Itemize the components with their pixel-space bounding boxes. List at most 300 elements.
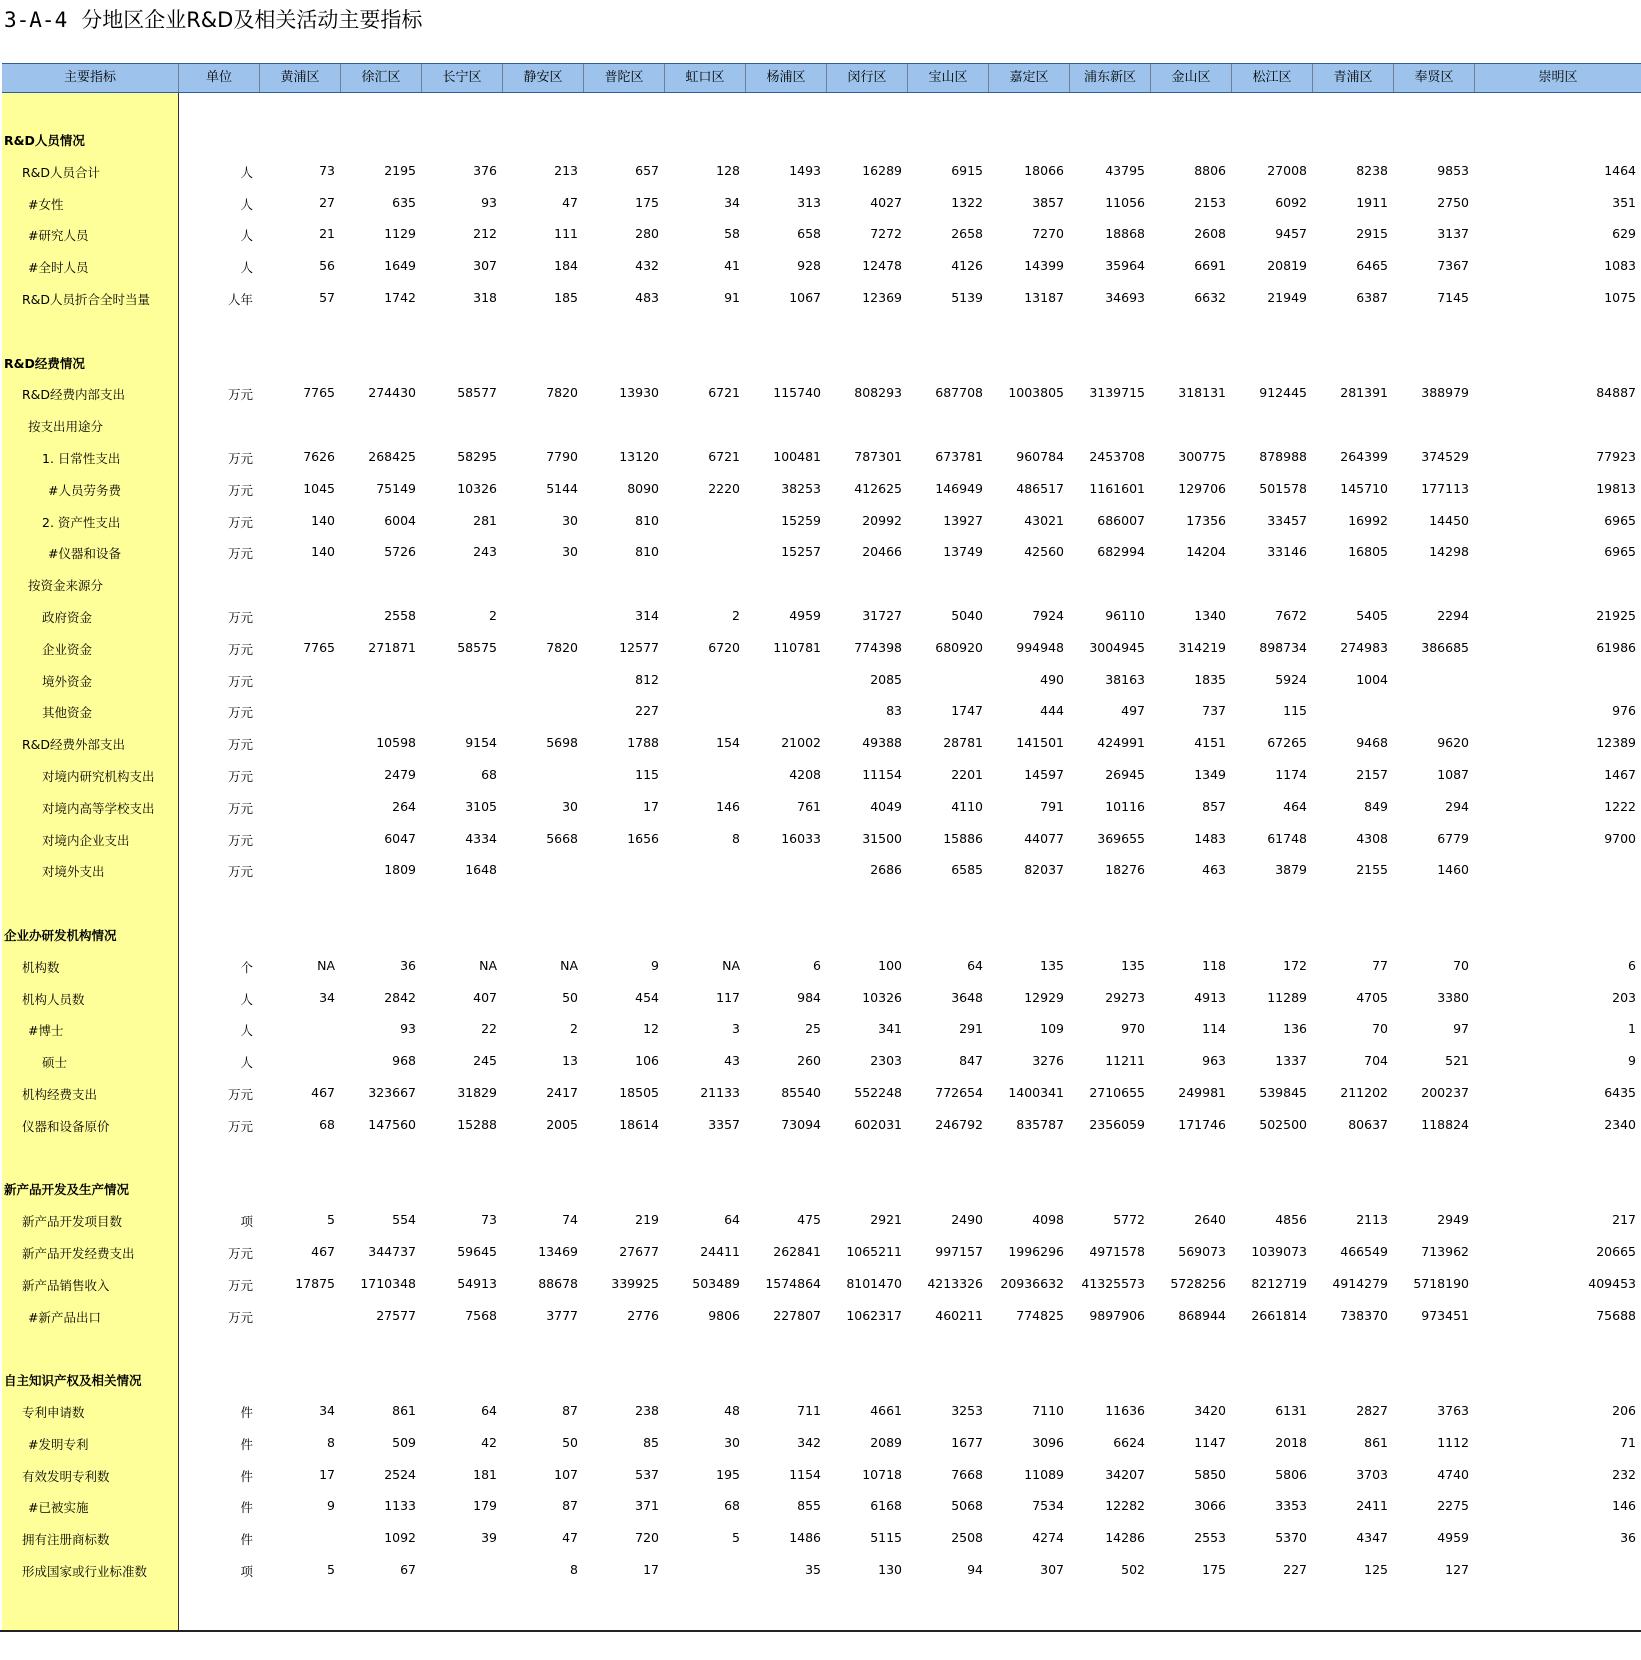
- unit-cell: 人: [240, 196, 253, 212]
- value-cell: 997157: [935, 1244, 983, 1259]
- header-cell: 青浦区: [1312, 64, 1393, 92]
- value-cell: 3004945: [1089, 639, 1145, 655]
- value-cell: 110781: [773, 639, 821, 655]
- indicator-label: 境外资金: [42, 673, 93, 689]
- value-cell: 812: [635, 671, 659, 687]
- value-cell: 30: [724, 1434, 740, 1450]
- value-cell: 16033: [781, 830, 821, 846]
- value-cell: 246792: [935, 1116, 983, 1132]
- unit-cell: 万元: [227, 610, 253, 625]
- value-cell: 146: [716, 798, 740, 814]
- indicator-label: 企业资金: [42, 641, 93, 657]
- value-cell: 344737: [368, 1244, 416, 1259]
- indicator-label: #女性: [28, 196, 64, 212]
- value-cell: 432: [635, 258, 659, 274]
- table-row: [0, 1435, 1641, 1455]
- value-cell: 294: [1445, 798, 1469, 814]
- value-cell: 31500: [862, 830, 902, 846]
- value-cell: 27577: [376, 1307, 416, 1323]
- table-row: [0, 481, 1641, 501]
- indicator-label: #仪器和设备: [48, 546, 121, 562]
- value-cell: 6721: [708, 385, 740, 401]
- value-cell: 38163: [1105, 671, 1145, 687]
- value-cell: 135: [1121, 957, 1145, 973]
- value-cell: 115: [1283, 703, 1307, 719]
- unit-cell: 人: [240, 1055, 253, 1071]
- value-cell: 1400341: [1008, 1085, 1064, 1100]
- value-cell: 9: [327, 1498, 335, 1514]
- header-cell: 虹口区: [664, 64, 745, 92]
- table-row: [0, 1467, 1641, 1487]
- value-cell: 21002: [781, 735, 821, 751]
- value-cell: 88678: [538, 1275, 578, 1291]
- value-cell: 1483: [1194, 830, 1226, 846]
- value-cell: 2: [732, 608, 740, 623]
- spacer-row: [0, 894, 1641, 914]
- value-cell: 1092: [384, 1530, 416, 1546]
- value-cell: 64: [967, 957, 983, 973]
- value-cell: 6915: [951, 162, 983, 178]
- value-cell: 185: [554, 290, 578, 305]
- value-cell: 501578: [1259, 480, 1307, 496]
- header-cell: 徐汇区: [340, 64, 421, 92]
- table-row: [0, 449, 1641, 469]
- indicator-label: 形成国家或行业标准数: [22, 1564, 148, 1579]
- value-cell: 35: [805, 1562, 821, 1577]
- unit-cell: 万元: [227, 387, 253, 403]
- value-cell: 10718: [862, 1466, 902, 1482]
- value-cell: 203: [1612, 989, 1636, 1005]
- value-cell: 1087: [1437, 767, 1469, 782]
- value-cell: 7790: [546, 449, 578, 464]
- value-cell: 7668: [951, 1466, 983, 1482]
- table-row: [0, 672, 1641, 692]
- indicator-label: 政府资金: [42, 610, 93, 625]
- table-row: [0, 1244, 1641, 1264]
- value-cell: 7272: [870, 226, 902, 242]
- value-cell: 21925: [1596, 608, 1636, 623]
- value-cell: 2201: [951, 767, 983, 782]
- table-row: [0, 1403, 1641, 1423]
- value-cell: 68: [481, 767, 497, 782]
- value-cell: 3137: [1437, 226, 1469, 242]
- value-cell: 4151: [1194, 735, 1226, 751]
- table-row: [0, 1117, 1641, 1137]
- value-cell: 2155: [1356, 862, 1388, 878]
- value-cell: 28781: [943, 735, 983, 751]
- value-cell: 6387: [1356, 290, 1388, 305]
- value-cell: 9: [651, 957, 659, 973]
- value-cell: 3703: [1356, 1466, 1388, 1482]
- indicator-label: 新产品开发经费支出: [22, 1246, 135, 1261]
- value-cell: 1788: [627, 735, 659, 751]
- value-cell: 49388: [862, 735, 902, 751]
- value-cell: 1656: [627, 830, 659, 846]
- value-cell: 10598: [376, 735, 416, 751]
- value-cell: 386685: [1421, 639, 1469, 655]
- value-cell: 6691: [1194, 258, 1226, 274]
- value-cell: 13930: [619, 385, 659, 401]
- unit-cell: 人: [240, 991, 253, 1007]
- value-cell: 129706: [1178, 480, 1226, 496]
- value-cell: 657: [635, 162, 659, 178]
- value-cell: 17875: [295, 1275, 335, 1291]
- value-cell: 521: [1445, 1053, 1469, 1069]
- value-cell: 7568: [465, 1307, 497, 1323]
- value-cell: 1004: [1356, 671, 1388, 687]
- value-cell: 47: [562, 194, 578, 210]
- value-cell: 34: [724, 194, 740, 210]
- value-cell: 300775: [1178, 449, 1226, 464]
- indicator-label: 专利申请数: [22, 1405, 85, 1420]
- value-cell: 737: [1202, 703, 1226, 719]
- value-cell: 2005: [546, 1116, 578, 1132]
- value-cell: 6721: [708, 449, 740, 464]
- value-cell: 118: [1202, 957, 1226, 973]
- value-cell: 24411: [700, 1244, 740, 1259]
- value-cell: 4971578: [1089, 1244, 1145, 1259]
- value-cell: 713962: [1421, 1244, 1469, 1259]
- table-row: [0, 1053, 1641, 1073]
- value-cell: 371: [635, 1498, 659, 1514]
- unit-cell: 万元: [227, 641, 253, 657]
- indicator-label: 对境外支出: [42, 864, 105, 880]
- value-cell: 2157: [1356, 767, 1388, 782]
- value-cell: 7110: [1032, 1403, 1064, 1418]
- value-cell: 12577: [619, 639, 659, 655]
- value-cell: 48: [724, 1403, 740, 1418]
- value-cell: 502500: [1259, 1116, 1307, 1132]
- value-cell: 146949: [935, 480, 983, 496]
- value-cell: 44077: [1024, 830, 1064, 846]
- value-cell: 268425: [368, 449, 416, 464]
- unit-cell: 万元: [227, 832, 253, 848]
- indicator-label: 对境内研究机构支出: [42, 769, 155, 784]
- value-cell: 6092: [1275, 194, 1307, 210]
- value-cell: 61748: [1267, 830, 1307, 846]
- value-cell: 4110: [951, 798, 983, 814]
- value-cell: 227: [635, 703, 659, 719]
- value-cell: 18614: [619, 1116, 659, 1132]
- value-cell: 179: [473, 1498, 497, 1514]
- value-cell: 31829: [457, 1085, 497, 1100]
- unit-cell: 万元: [227, 1277, 253, 1293]
- indicator-label: #全时人员: [28, 260, 89, 276]
- value-cell: 15288: [457, 1116, 497, 1132]
- spacer-row: [0, 1339, 1641, 1359]
- value-cell: 8: [327, 1434, 335, 1450]
- section-row: [0, 1371, 1641, 1391]
- value-cell: 6465: [1356, 258, 1388, 274]
- value-cell: 2453708: [1089, 449, 1145, 464]
- value-cell: 4126: [951, 258, 983, 274]
- value-cell: 1161601: [1089, 480, 1145, 496]
- value-cell: 64: [724, 1212, 740, 1228]
- value-cell: 376: [473, 162, 497, 178]
- value-cell: 313: [797, 194, 821, 210]
- section-label: 企业办研发机构情况: [4, 928, 117, 943]
- value-cell: 4959: [1437, 1530, 1469, 1546]
- value-cell: 552248: [854, 1085, 902, 1100]
- indicator-label: R&D人员折合全时当量: [22, 292, 151, 307]
- unit-cell: 万元: [227, 1309, 253, 1325]
- header-cell: 闵行区: [826, 64, 907, 92]
- value-cell: 10326: [457, 480, 497, 496]
- value-cell: 2915: [1356, 226, 1388, 242]
- value-cell: 2710655: [1089, 1085, 1145, 1100]
- unit-cell: 万元: [227, 800, 253, 816]
- value-cell: 5: [327, 1212, 335, 1228]
- value-cell: 3276: [1032, 1053, 1064, 1069]
- value-cell: 42560: [1024, 544, 1064, 560]
- value-cell: 1: [1628, 1021, 1636, 1037]
- value-cell: 97: [1453, 1021, 1469, 1037]
- value-cell: 200237: [1421, 1085, 1469, 1100]
- value-cell: 928: [797, 258, 821, 274]
- value-cell: 1467: [1604, 767, 1636, 782]
- value-cell: 868944: [1178, 1307, 1226, 1323]
- value-cell: 232: [1612, 1466, 1636, 1482]
- value-cell: 2303: [870, 1053, 902, 1069]
- value-cell: 1045: [303, 480, 335, 496]
- table-row: [0, 1530, 1641, 1550]
- value-cell: 1349: [1194, 767, 1226, 782]
- value-cell: 2640: [1194, 1212, 1226, 1228]
- value-cell: 12389: [1596, 735, 1636, 751]
- value-cell: 7765: [303, 385, 335, 401]
- table-row: [0, 544, 1641, 564]
- value-cell: 3420: [1194, 1403, 1226, 1418]
- table-row: [0, 1212, 1641, 1232]
- value-cell: 140: [311, 544, 335, 560]
- value-cell: 3353: [1275, 1498, 1307, 1514]
- value-cell: 1677: [951, 1434, 983, 1450]
- value-cell: 14286: [1105, 1530, 1145, 1546]
- table-row: [0, 735, 1641, 755]
- value-cell: 125: [1364, 1562, 1388, 1577]
- indicator-label: #新产品出口: [28, 1309, 101, 1325]
- value-cell: 2113: [1356, 1212, 1388, 1228]
- value-cell: 58577: [457, 385, 497, 401]
- value-cell: 14399: [1024, 258, 1064, 274]
- value-cell: 3105: [465, 798, 497, 814]
- value-cell: 42: [481, 1434, 497, 1450]
- value-cell: 114: [1202, 1021, 1226, 1037]
- header-cell: 普陀区: [583, 64, 664, 92]
- unit-cell: 件: [240, 1532, 253, 1548]
- value-cell: 6720: [708, 639, 740, 655]
- value-cell: 1337: [1275, 1053, 1307, 1069]
- value-cell: 7367: [1437, 258, 1469, 274]
- value-cell: 14597: [1024, 767, 1064, 782]
- value-cell: 6435: [1604, 1085, 1636, 1100]
- value-cell: 68: [724, 1498, 740, 1514]
- value-cell: 87: [562, 1498, 578, 1514]
- value-cell: 61986: [1596, 639, 1636, 655]
- value-cell: 973451: [1421, 1307, 1469, 1323]
- value-cell: 2294: [1437, 608, 1469, 623]
- table-row: [0, 417, 1641, 437]
- value-cell: 85: [643, 1434, 659, 1450]
- value-cell: 184: [554, 258, 578, 274]
- value-cell: 4856: [1275, 1212, 1307, 1228]
- value-cell: 91: [724, 290, 740, 305]
- value-cell: 3777: [546, 1307, 578, 1323]
- value-cell: 810: [635, 544, 659, 560]
- value-cell: 26945: [1105, 767, 1145, 782]
- value-cell: 118824: [1421, 1116, 1469, 1132]
- value-cell: 135: [1040, 957, 1064, 973]
- value-cell: 960784: [1016, 449, 1064, 464]
- value-cell: 467: [311, 1244, 335, 1259]
- value-cell: 3879: [1275, 862, 1307, 878]
- value-cell: 1039073: [1251, 1244, 1307, 1259]
- value-cell: 6965: [1604, 544, 1636, 560]
- value-cell: 4208: [789, 767, 821, 782]
- value-cell: 835787: [1016, 1116, 1064, 1132]
- value-cell: 1996296: [1008, 1244, 1064, 1259]
- value-cell: 54913: [457, 1275, 497, 1291]
- value-cell: 36: [1620, 1530, 1636, 1546]
- value-cell: 18868: [1105, 226, 1145, 242]
- value-cell: 67: [400, 1562, 416, 1577]
- indicator-label: #博士: [28, 1023, 64, 1039]
- value-cell: 1062317: [846, 1307, 902, 1323]
- value-cell: 720: [635, 1530, 659, 1546]
- value-cell: 6047: [384, 830, 416, 846]
- value-cell: 70: [1453, 957, 1469, 973]
- unit-cell: 个: [240, 959, 253, 975]
- value-cell: 4274: [1032, 1530, 1064, 1546]
- value-cell: 1460: [1437, 862, 1469, 878]
- indicator-label: 仪器和设备原价: [22, 1118, 110, 1134]
- value-cell: 13187: [1024, 290, 1064, 305]
- value-cell: 195: [716, 1466, 740, 1482]
- spacer-row: [0, 1149, 1641, 1169]
- value-cell: 318131: [1178, 385, 1226, 401]
- value-cell: 227: [1283, 1562, 1307, 1577]
- value-cell: 682994: [1097, 544, 1145, 560]
- table-header: [2, 63, 1641, 93]
- value-cell: 569073: [1178, 1244, 1226, 1259]
- value-cell: 87: [562, 1403, 578, 1418]
- value-cell: 27008: [1267, 162, 1307, 178]
- value-cell: 115: [635, 767, 659, 782]
- value-cell: 497: [1121, 703, 1145, 719]
- value-cell: 5772: [1113, 1212, 1145, 1228]
- value-cell: 1649: [384, 258, 416, 274]
- value-cell: 84887: [1596, 385, 1636, 401]
- value-cell: 8: [732, 830, 740, 846]
- value-cell: 6624: [1113, 1434, 1145, 1450]
- header-cell: 金山区: [1150, 64, 1231, 92]
- value-cell: 18505: [619, 1085, 659, 1100]
- value-cell: 20819: [1267, 258, 1307, 274]
- table-row: [0, 513, 1641, 533]
- value-cell: 147560: [368, 1116, 416, 1132]
- table-row: [0, 608, 1641, 628]
- value-cell: 100481: [773, 449, 821, 464]
- value-cell: 9897906: [1089, 1307, 1145, 1323]
- value-cell: 274983: [1340, 639, 1388, 655]
- value-cell: 27677: [619, 1244, 659, 1259]
- value-cell: 17: [643, 1562, 659, 1577]
- value-cell: 6131: [1275, 1403, 1307, 1418]
- value-cell: 41325573: [1081, 1275, 1145, 1291]
- value-cell: 2490: [951, 1212, 983, 1228]
- value-cell: 5698: [546, 735, 578, 751]
- value-cell: 1003805: [1008, 385, 1064, 401]
- value-cell: 1147: [1194, 1434, 1226, 1450]
- value-cell: 10326: [862, 989, 902, 1005]
- value-cell: 43021: [1024, 512, 1064, 528]
- value-cell: 73: [319, 162, 335, 178]
- header-cell: 松江区: [1231, 64, 1312, 92]
- value-cell: 77923: [1596, 449, 1636, 464]
- value-cell: 314219: [1178, 639, 1226, 655]
- value-cell: 1154: [789, 1466, 821, 1482]
- value-cell: 80637: [1348, 1116, 1388, 1132]
- unit-cell: 件: [240, 1468, 253, 1484]
- value-cell: 175: [1202, 1562, 1226, 1577]
- value-cell: 4213326: [927, 1275, 983, 1291]
- value-cell: 73: [481, 1212, 497, 1228]
- value-cell: 15257: [781, 544, 821, 560]
- value-cell: 43795: [1105, 162, 1145, 178]
- value-cell: 107: [554, 1466, 578, 1482]
- value-cell: 3357: [708, 1116, 740, 1132]
- value-cell: 5850: [1194, 1466, 1226, 1482]
- value-cell: 41: [724, 258, 740, 274]
- value-cell: 74: [562, 1212, 578, 1228]
- value-cell: 93: [481, 194, 497, 210]
- value-cell: 109: [1040, 1021, 1064, 1037]
- value-cell: 3066: [1194, 1498, 1226, 1514]
- unit-cell: 人年: [227, 292, 253, 307]
- indicator-label: 新产品销售收入: [22, 1277, 110, 1293]
- value-cell: 4098: [1032, 1212, 1064, 1228]
- header-cell: 崇明区: [1474, 64, 1641, 92]
- value-cell: 994948: [1016, 639, 1064, 655]
- value-cell: 4049: [870, 798, 902, 814]
- value-cell: 25: [805, 1021, 821, 1037]
- value-cell: 539845: [1259, 1085, 1307, 1100]
- value-cell: 36: [400, 957, 416, 973]
- value-cell: 10116: [1105, 798, 1145, 814]
- value-cell: 3: [732, 1021, 740, 1037]
- value-cell: 7820: [546, 639, 578, 655]
- value-cell: 249981: [1178, 1085, 1226, 1100]
- table-row: [0, 1562, 1641, 1582]
- value-cell: 4027: [870, 194, 902, 210]
- indicator-label: 1. 日常性支出: [42, 451, 121, 466]
- unit-cell: 人: [240, 228, 253, 244]
- value-cell: 8238: [1356, 162, 1388, 178]
- value-cell: 14450: [1429, 512, 1469, 528]
- table-row: [0, 195, 1641, 215]
- value-cell: 5144: [546, 480, 578, 496]
- value-cell: 34693: [1105, 290, 1145, 305]
- indicator-label: 对境内高等学校支出: [42, 800, 155, 816]
- value-cell: 238: [635, 1403, 659, 1418]
- section-row: [0, 131, 1641, 151]
- indicator-label: #人员劳务费: [48, 482, 121, 498]
- value-cell: 245: [473, 1053, 497, 1069]
- value-cell: 175: [635, 194, 659, 210]
- value-cell: 6: [1628, 957, 1636, 973]
- value-cell: 22: [481, 1021, 497, 1037]
- unit-cell: 件: [240, 1500, 253, 1516]
